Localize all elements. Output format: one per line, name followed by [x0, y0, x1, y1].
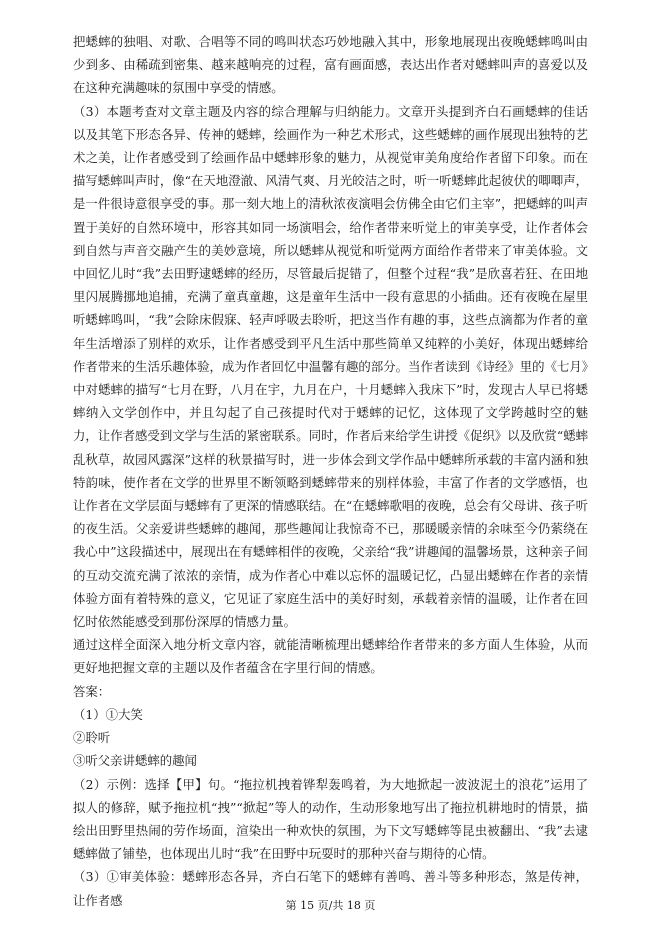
answer-1-item-1: （1）①大笑 — [73, 706, 143, 722]
answer-1-item-2: ②聆听 — [73, 730, 111, 746]
paragraph-question-3-analysis: （3）本题考查对文章主题及内容的综合理解与归纳能力。文章开头提到齐白石画蟋蟀的佳话以及其笔下形态各异、传神的蟋蟀，绘画作为一种艺术形式，这些蟋蟀的画作展现出独特的艺术之美，让作者感受到了绘画作品中蟋蟀形象的魅力，从视觉审美角度给作者留下印象。而在描写蟋蟀叫声时，像“在天地澄澈、风清气爽、月光皎洁之时，听一听蟋蟀此起彼伏的唧唧声，是一件很诗意很享受的事。那一刻大地上的清秋浓夜演唱会仿佛全由它们主宰”，把蟋蟀的叫声置于美好的自然环境中，形容其如同一场演唱会，给作者带来听觉上的审美享受，让作者体会到自然与声音交融产生的美妙意境，所以蟋蟀从视觉和听觉两方面给作者带来了审美体验。文中回忆儿时“我”去田野逮蟋蟀的经历，尽管最后捉错了，但整个过程“我”是欣喜若狂、在田地里闪展腾挪地追捕，充满了童真童趣，这是童年生活中一段有意思的小插曲。还有夜晚在屋里听蟋蟀鸣叫，“我”会除床假寐、轻声呼吸去聆听，把这当作有趣的事，这些点滴都为作者的童年生活增添了别样的欢乐，让作者感受到平凡生活中那些简单又纯粹的小美好，体现出蟋蟀给作者带来的生活乐趣体验，成为作者回忆中温馨有趣的部分。当作者读到《诗经》里的《七月》中对蟋蟀的描写“七月在野，八月在宇，九月在户，十月蟋蟀入我床下”时，发现古人早已将蟋蟀纳入文学创作中，并且勾起了自己孩提时代对于蟋蟀的记忆，这体现了文学跨越时空的魅力，让作者感受到文学与生活的紧密联系。同时，作者后来给学生讲授《促织》以及欣赏“蟋蟀乱秋草，故园风露深”这样的秋景描写时，进一步体会到文学作品中蟋蟀所承载的丰富内涵和独特韵味，使作者在文学的世界里不断领略到蟋蟀带来的别样体验，丰富了作者的文学感悟，也让作者在文学层面与蟋蟀有了更深的情感联结。在“在蟋蟀歌唱的夜晚，总会有父母讲、孩子听的夜生活。父亲爱讲些蟋蟀的趣闻，那些趣闻让我惊奇不已，那暖暖亲情的余味至今仍萦绕在我心中”这段描述中，展现出在有蟋蟀相伴的夜晚，父亲给“我”讲趣闻的温馨场景，这种亲子间的互动交流充满了浓浓的亲情，成为作者心中难以忘怀的温暖记忆，凸显出蟋蟀在作者的亲情体验方面有着特殊的意义，它见证了家庭生活中的美好时刻，承载着亲情的温暖，让作者在回忆时依然能感受到那份深厚的情感力量。 — [73, 103, 588, 630]
paragraph-cricket-song-analysis: 把蟋蟀的独唱、对歌、合唱等不同的鸣叫状态巧妙地融入其中，形象地展现出夜晚蟋蟀鸣叫由少到多、由稀疏到密集、越来越响亮的过程，富有画面感，表达出作者对蟋蟀叫声的喜爱以及在这种充满趣味的氛围中享受的情感。 — [73, 34, 588, 96]
answer-heading: 答案： — [73, 683, 111, 699]
paragraph-conclusion: 通过这样全面深入地分析文章内容，就能清晰梳理出蟋蟀给作者带来的多方面人生体验，从而更好地把握文章的主题以及作者蕴含在字里行间的情感。 — [73, 637, 588, 676]
answer-2: （2）示例：选择【甲】句。“拖拉机拽着铧犁轰鸣着，为大地掀起一波波泥土的浪花”运用了拟人的修辞，赋予拖拉机“拽”“掀起”等人的动作，生动形象地写出了拖拉机耕地时的情景，描绘出田野里热闹的劳作场面，渲染出一种欢快的氛围，为下文写蟋蟀等昆虫被翻出、“我”去逮蟋蟀做了铺垫，也体现出儿时“我”在田野中玩耍时的那种兴奋与期待的心情。 — [73, 776, 588, 862]
answer-3-partial: （3）①审美体验：蟋蟀形态各异，齐白石笔下的蟋蟀有善鸣、善斗等多种形态，煞是传神，让作者感 — [73, 869, 588, 908]
document-body — [73, 30, 588, 912]
page-number: 第 15 页/共 18 页 — [285, 899, 376, 912]
answer-1-item-3: ③听父亲讲蟋蟀的趣闻 — [73, 753, 197, 769]
